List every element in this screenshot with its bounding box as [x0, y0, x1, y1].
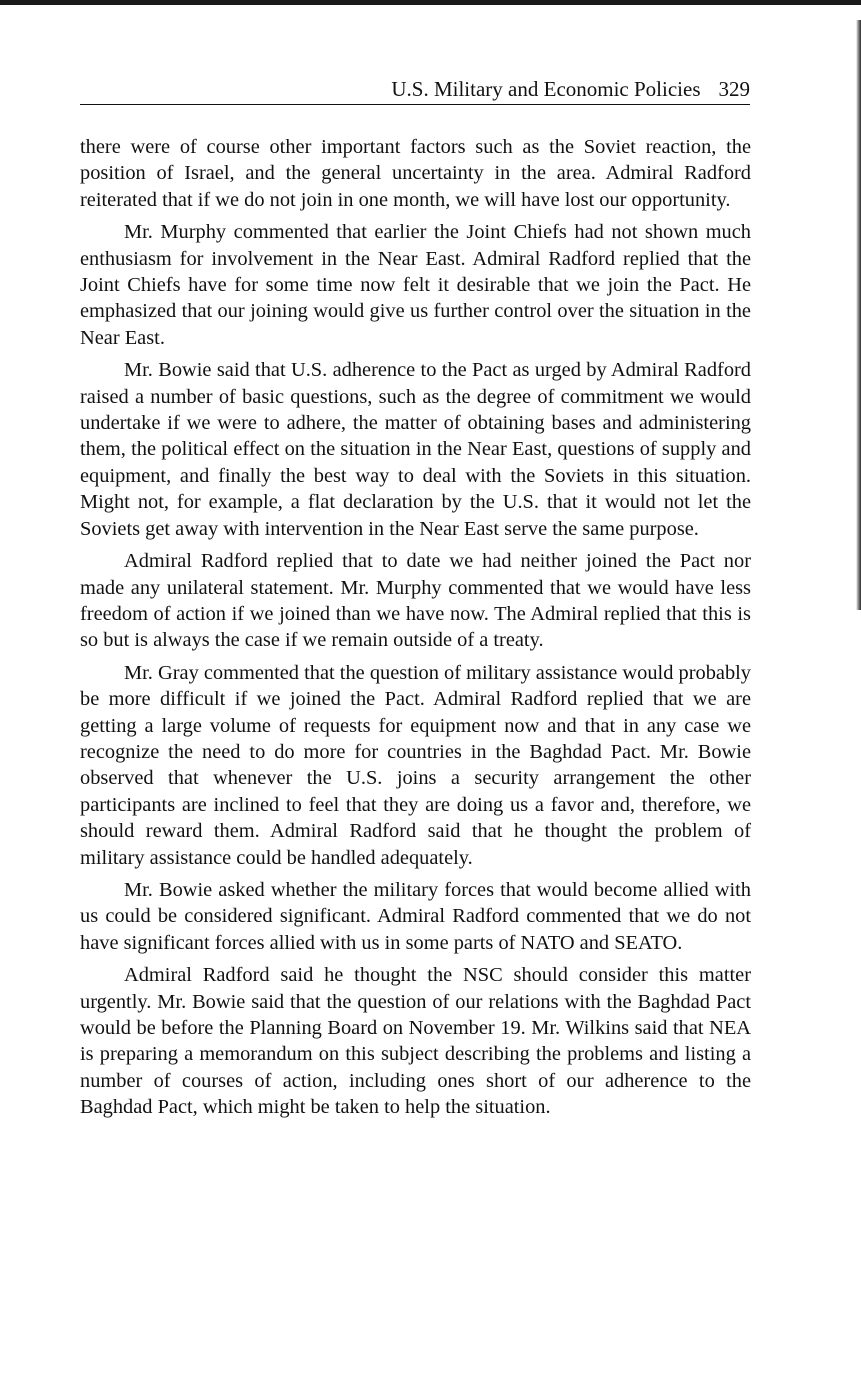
page-number: 329 — [718, 77, 750, 101]
paragraph-4: Admiral Radford replied that to date we had neither joined the Pact nor made any unilateral statement. Mr. Murphy commented that we would have less freedom of action if we joined than we have now. The Admiral replied that this is so but is always the case if we remain outside of a treaty. — [80, 550, 751, 652]
paragraph-5: Mr. Gray commented that the question of military assistance would probably be more difficult if we joined the Pact. Admiral Radford replied that we are getting a large volume of requests for equipment now and that in any case we recognize the need to do more for countries in the Baghdad Pact. Mr. Bowie observed that whenever the U.S. joins a security arrangement the other participants are inclined to feel that they are doing us a favor and, therefore, we should reward them. Admiral Radford said that he thought the problem of military assistance could be handled adequately. — [80, 661, 751, 869]
paragraph-6: Mr. Bowie asked whether the military forces that would become allied with us could be considered significant. Admiral Radford commented that we do not have significant forces allied with us in some parts of NATO and SEATO. — [80, 878, 751, 954]
paragraph-3: Mr. Bowie said that U.S. adherence to the Pact as urged by Admiral Radford raised a number of basic questions, such as the degree of commitment we would undertake if we were to adhere, the matter of obtaining bases and administering them, the political effect on the situation in the Near East, questions of supply and equipment, and finally the best way to deal with the Soviets in this situation. Might not, for example, a flat declaration by the U.S. that it would not let the Soviets get away with intervention in the Near East serve the same purpose. — [80, 359, 751, 540]
body-text — [80, 134, 751, 1127]
scan-edge-right — [856, 20, 861, 610]
scan-edge-top — [0, 0, 861, 5]
paragraph-1: there were of course other important factors such as the Soviet reaction, the position of Israel, and the general uncertainty in the area. Admiral Radford reiterated that if we do not join in one month, we will have lost our opportunity. — [80, 136, 751, 211]
paragraph-2: Mr. Murphy commented that earlier the Joint Chiefs had not shown much enthusiasm for involvement in the Near East. Admiral Radford replied that the Joint Chiefs have for some time now felt it desirable that we join the Pact. He emphasized that our joining would give us further control over the situation in the Near East. — [80, 221, 751, 349]
running-title: U.S. Military and Economic Policies — [391, 77, 701, 101]
paragraph-7: Admiral Radford said he thought the NSC should consider this matter urgently. Mr. Bowie said that the question of our relations with the Baghdad Pact would be before the Planning Board on November 19. Mr. Wilkins said that NEA is preparing a memorandum on this subject describing the problems and listing a number of courses of action, including ones short of our adherence to the Baghdad Pact, which might be taken to help the situation. — [80, 964, 751, 1119]
running-header — [80, 74, 750, 105]
